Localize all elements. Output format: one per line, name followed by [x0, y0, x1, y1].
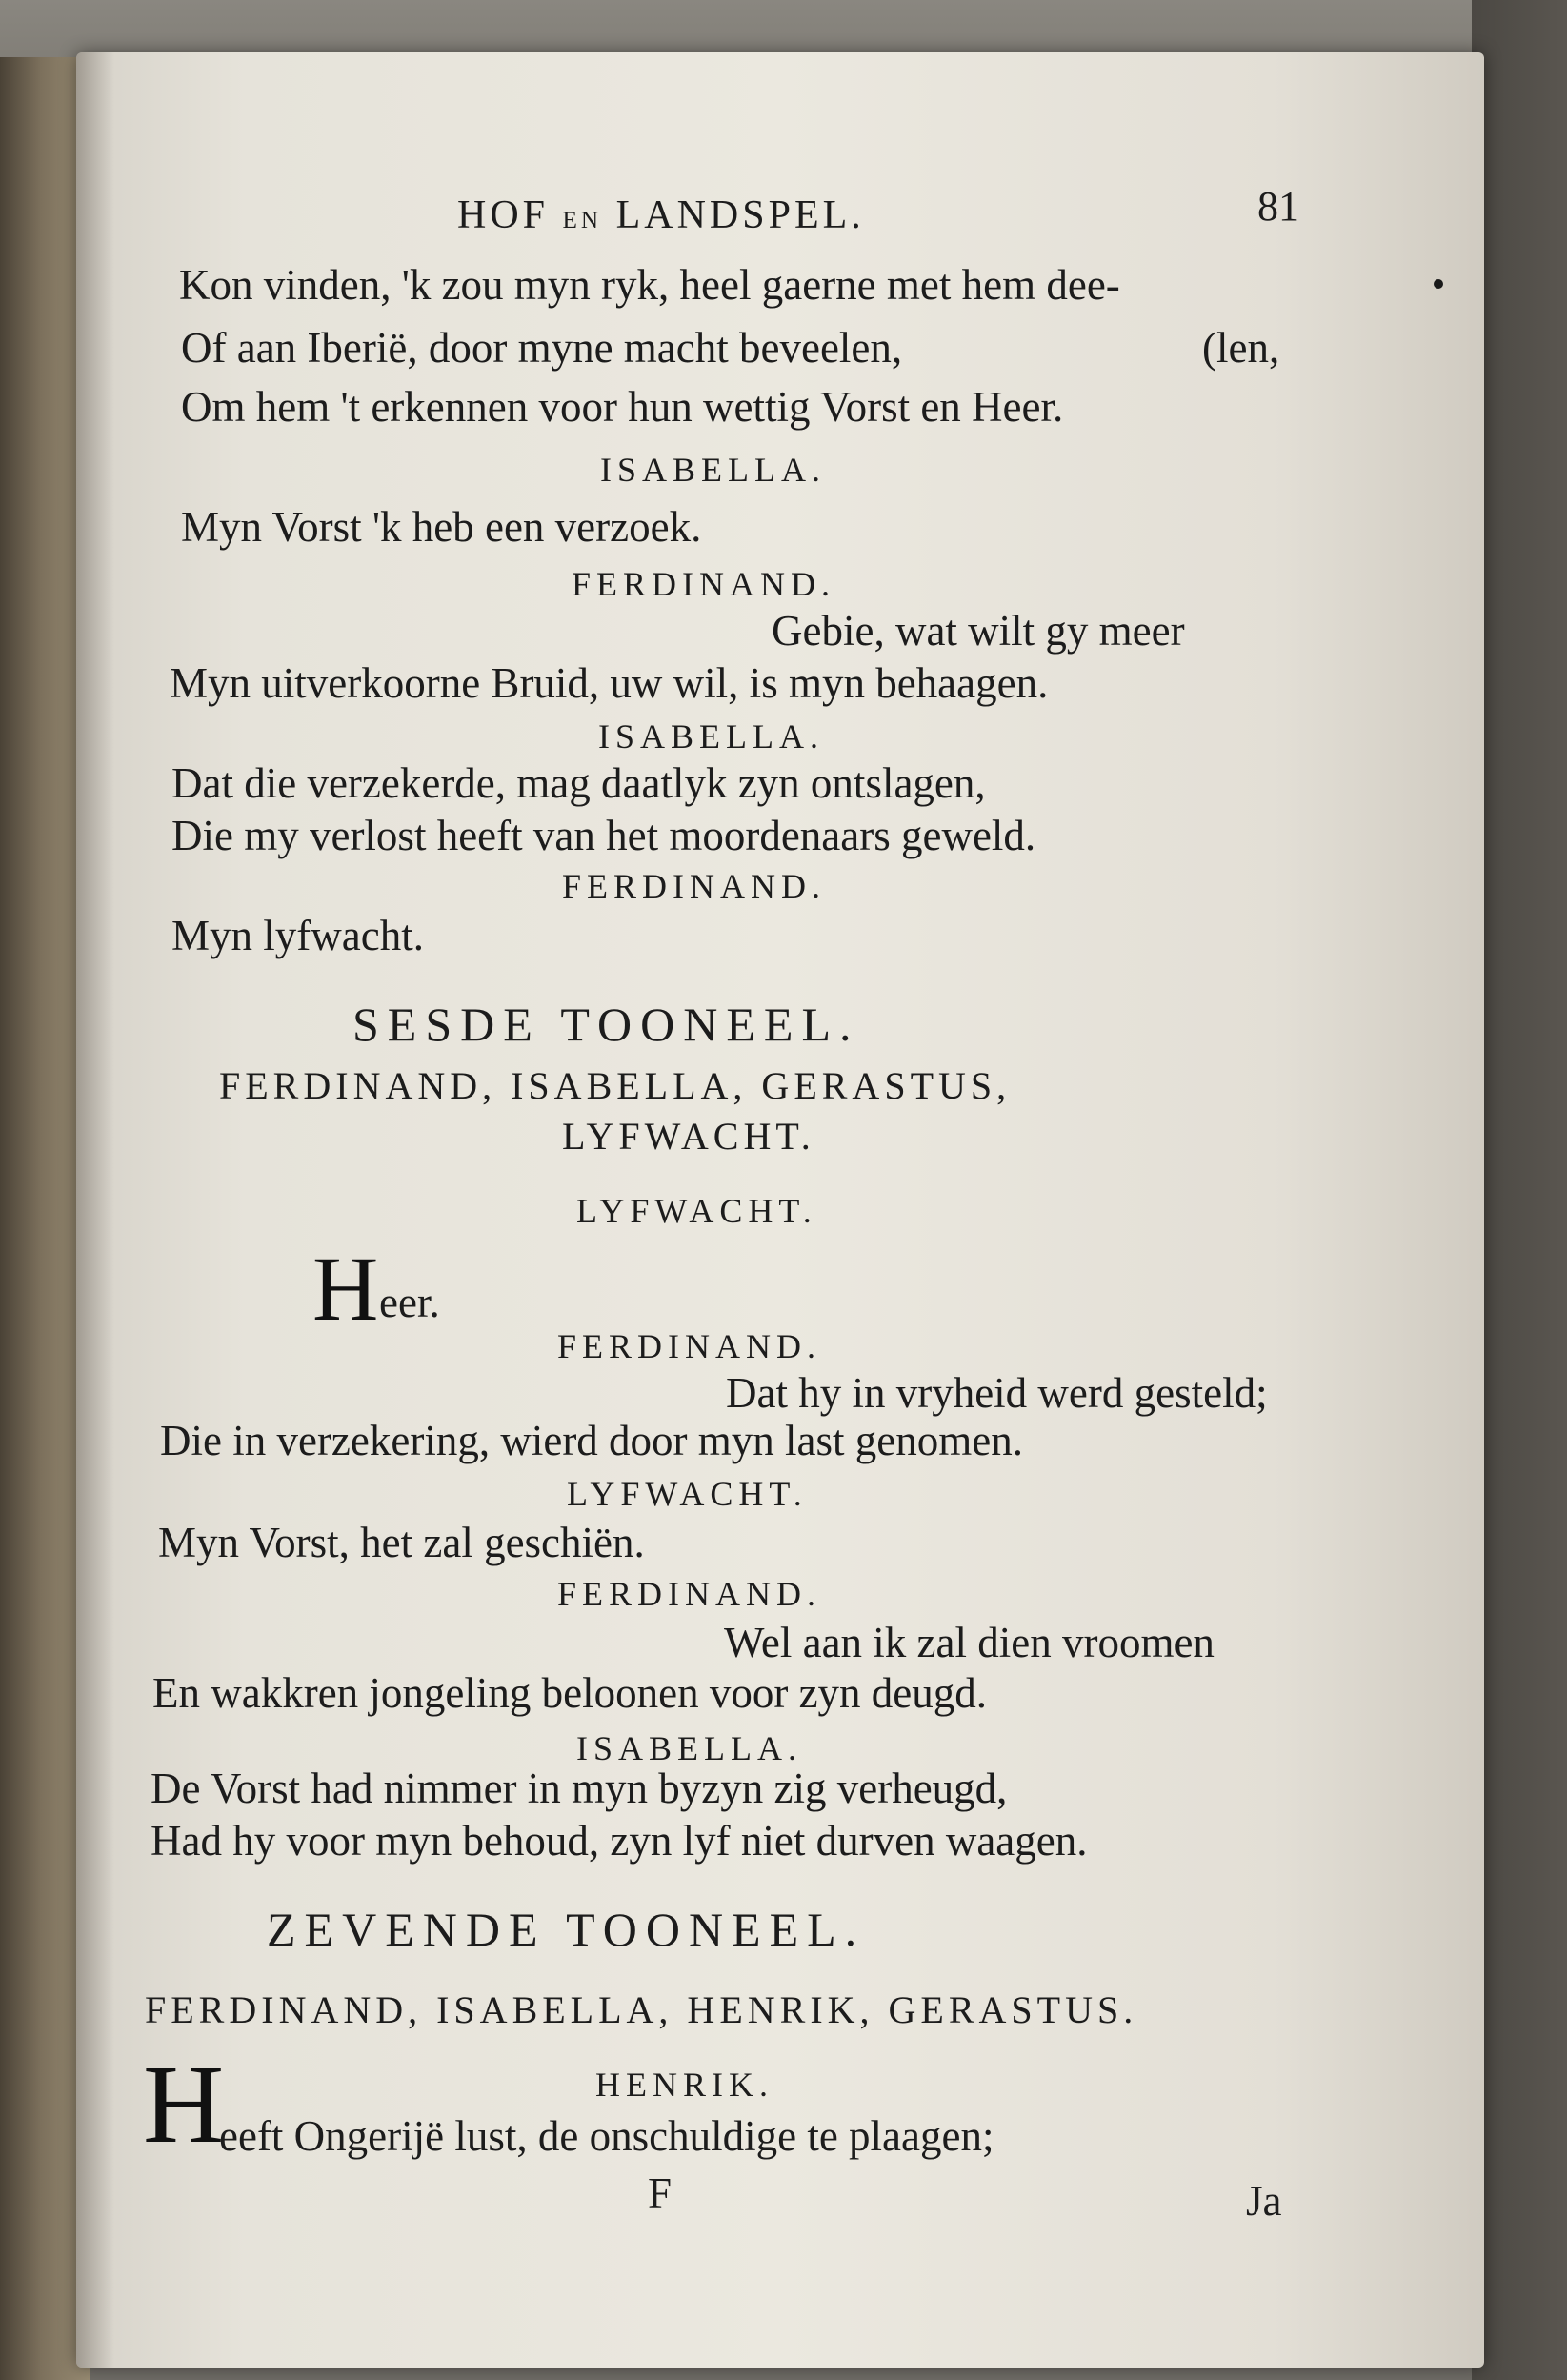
- cast-list: LYFWACHT.: [562, 1115, 815, 1158]
- book-page: [76, 52, 1484, 2368]
- verse-line: Om hem 't erkennen voor hun wettig Vorst en Heer.: [181, 383, 1064, 431]
- catchword: Ja: [1246, 2177, 1282, 2225]
- verse-line: Die in verzekering, wierd door myn last genomen.: [160, 1417, 1023, 1464]
- speaker-name: FERDINAND.: [557, 1575, 822, 1613]
- signature-mark: F: [648, 2169, 673, 2217]
- verse-line: Myn uitverkoorne Bruid, uw wil, is myn behaagen.: [170, 659, 1049, 707]
- running-title-rest: LANDSPEL.: [602, 193, 865, 237]
- verse-line: eeft Ongerijë lust, de onschuldige te plaagen;: [219, 2112, 994, 2160]
- verse-line: Myn lyfwacht.: [171, 912, 424, 959]
- running-title: [457, 195, 865, 235]
- verse-line: (len,: [1202, 324, 1280, 372]
- speaker-name: ISABELLA.: [598, 717, 824, 756]
- drop-capital: H: [143, 2042, 225, 2167]
- speaker-name: FERDINAND.: [562, 867, 827, 905]
- speaker-name: ISABELLA.: [600, 451, 826, 489]
- verse-line: eer.: [379, 1279, 440, 1326]
- drop-capital: H: [312, 1238, 379, 1340]
- page-mark: [1434, 279, 1443, 289]
- background-right: [1472, 0, 1567, 2380]
- speaker-name: LYFWACHT.: [576, 1192, 817, 1230]
- verse-line: Had hy voor myn behoud, zyn lyf niet durven waagen.: [151, 1817, 1088, 1865]
- scene-heading: SESDE TOONEEL.: [352, 998, 860, 1051]
- verse-line: De Vorst had nimmer in myn byzyn zig verheugd,: [151, 1765, 1008, 1812]
- speaker-name: FERDINAND.: [557, 1327, 822, 1365]
- verse-line: Wel aan ik zal dien vroomen: [724, 1619, 1215, 1666]
- verse-line: Kon vinden, 'k zou myn ryk, heel gaerne met hem dee-: [179, 261, 1120, 309]
- running-title-small: EN: [562, 208, 603, 233]
- verse-line: Myn Vorst 'k heb een verzoek.: [181, 503, 702, 551]
- speaker-name: LYFWACHT.: [567, 1475, 808, 1513]
- verse-line: Die my verlost heeft van het moordenaars geweld.: [171, 812, 1036, 859]
- verse-line: Gebie, wat wilt gy meer: [772, 607, 1185, 655]
- speaker-name: FERDINAND.: [572, 565, 836, 603]
- verse-line: Myn Vorst, het zal geschiën.: [158, 1519, 645, 1566]
- verse-line: Of aan Iberië, door myne macht beveelen,: [181, 324, 903, 372]
- speaker-name: HENRIK.: [595, 2066, 773, 2104]
- page-gutter: [76, 52, 114, 2368]
- cast-list: FERDINAND, ISABELLA, HENRIK, GERASTUS.: [145, 1988, 1138, 2031]
- running-title-main: HOF: [457, 193, 563, 237]
- verse-line: Dat die verzekerde, mag daatlyk zyn ontslagen,: [171, 759, 986, 807]
- cast-list: FERDINAND, ISABELLA, GERASTUS,: [219, 1064, 1012, 1107]
- verse-line: En wakkren jongeling beloonen voor zyn deugd.: [152, 1669, 988, 1717]
- page-number: 81: [1257, 183, 1299, 230]
- verse-line: Dat hy in vryheid werd gesteld;: [726, 1369, 1268, 1417]
- scene-heading: ZEVENDE TOONEEL.: [267, 1903, 866, 1956]
- speaker-name: ISABELLA.: [576, 1729, 802, 1767]
